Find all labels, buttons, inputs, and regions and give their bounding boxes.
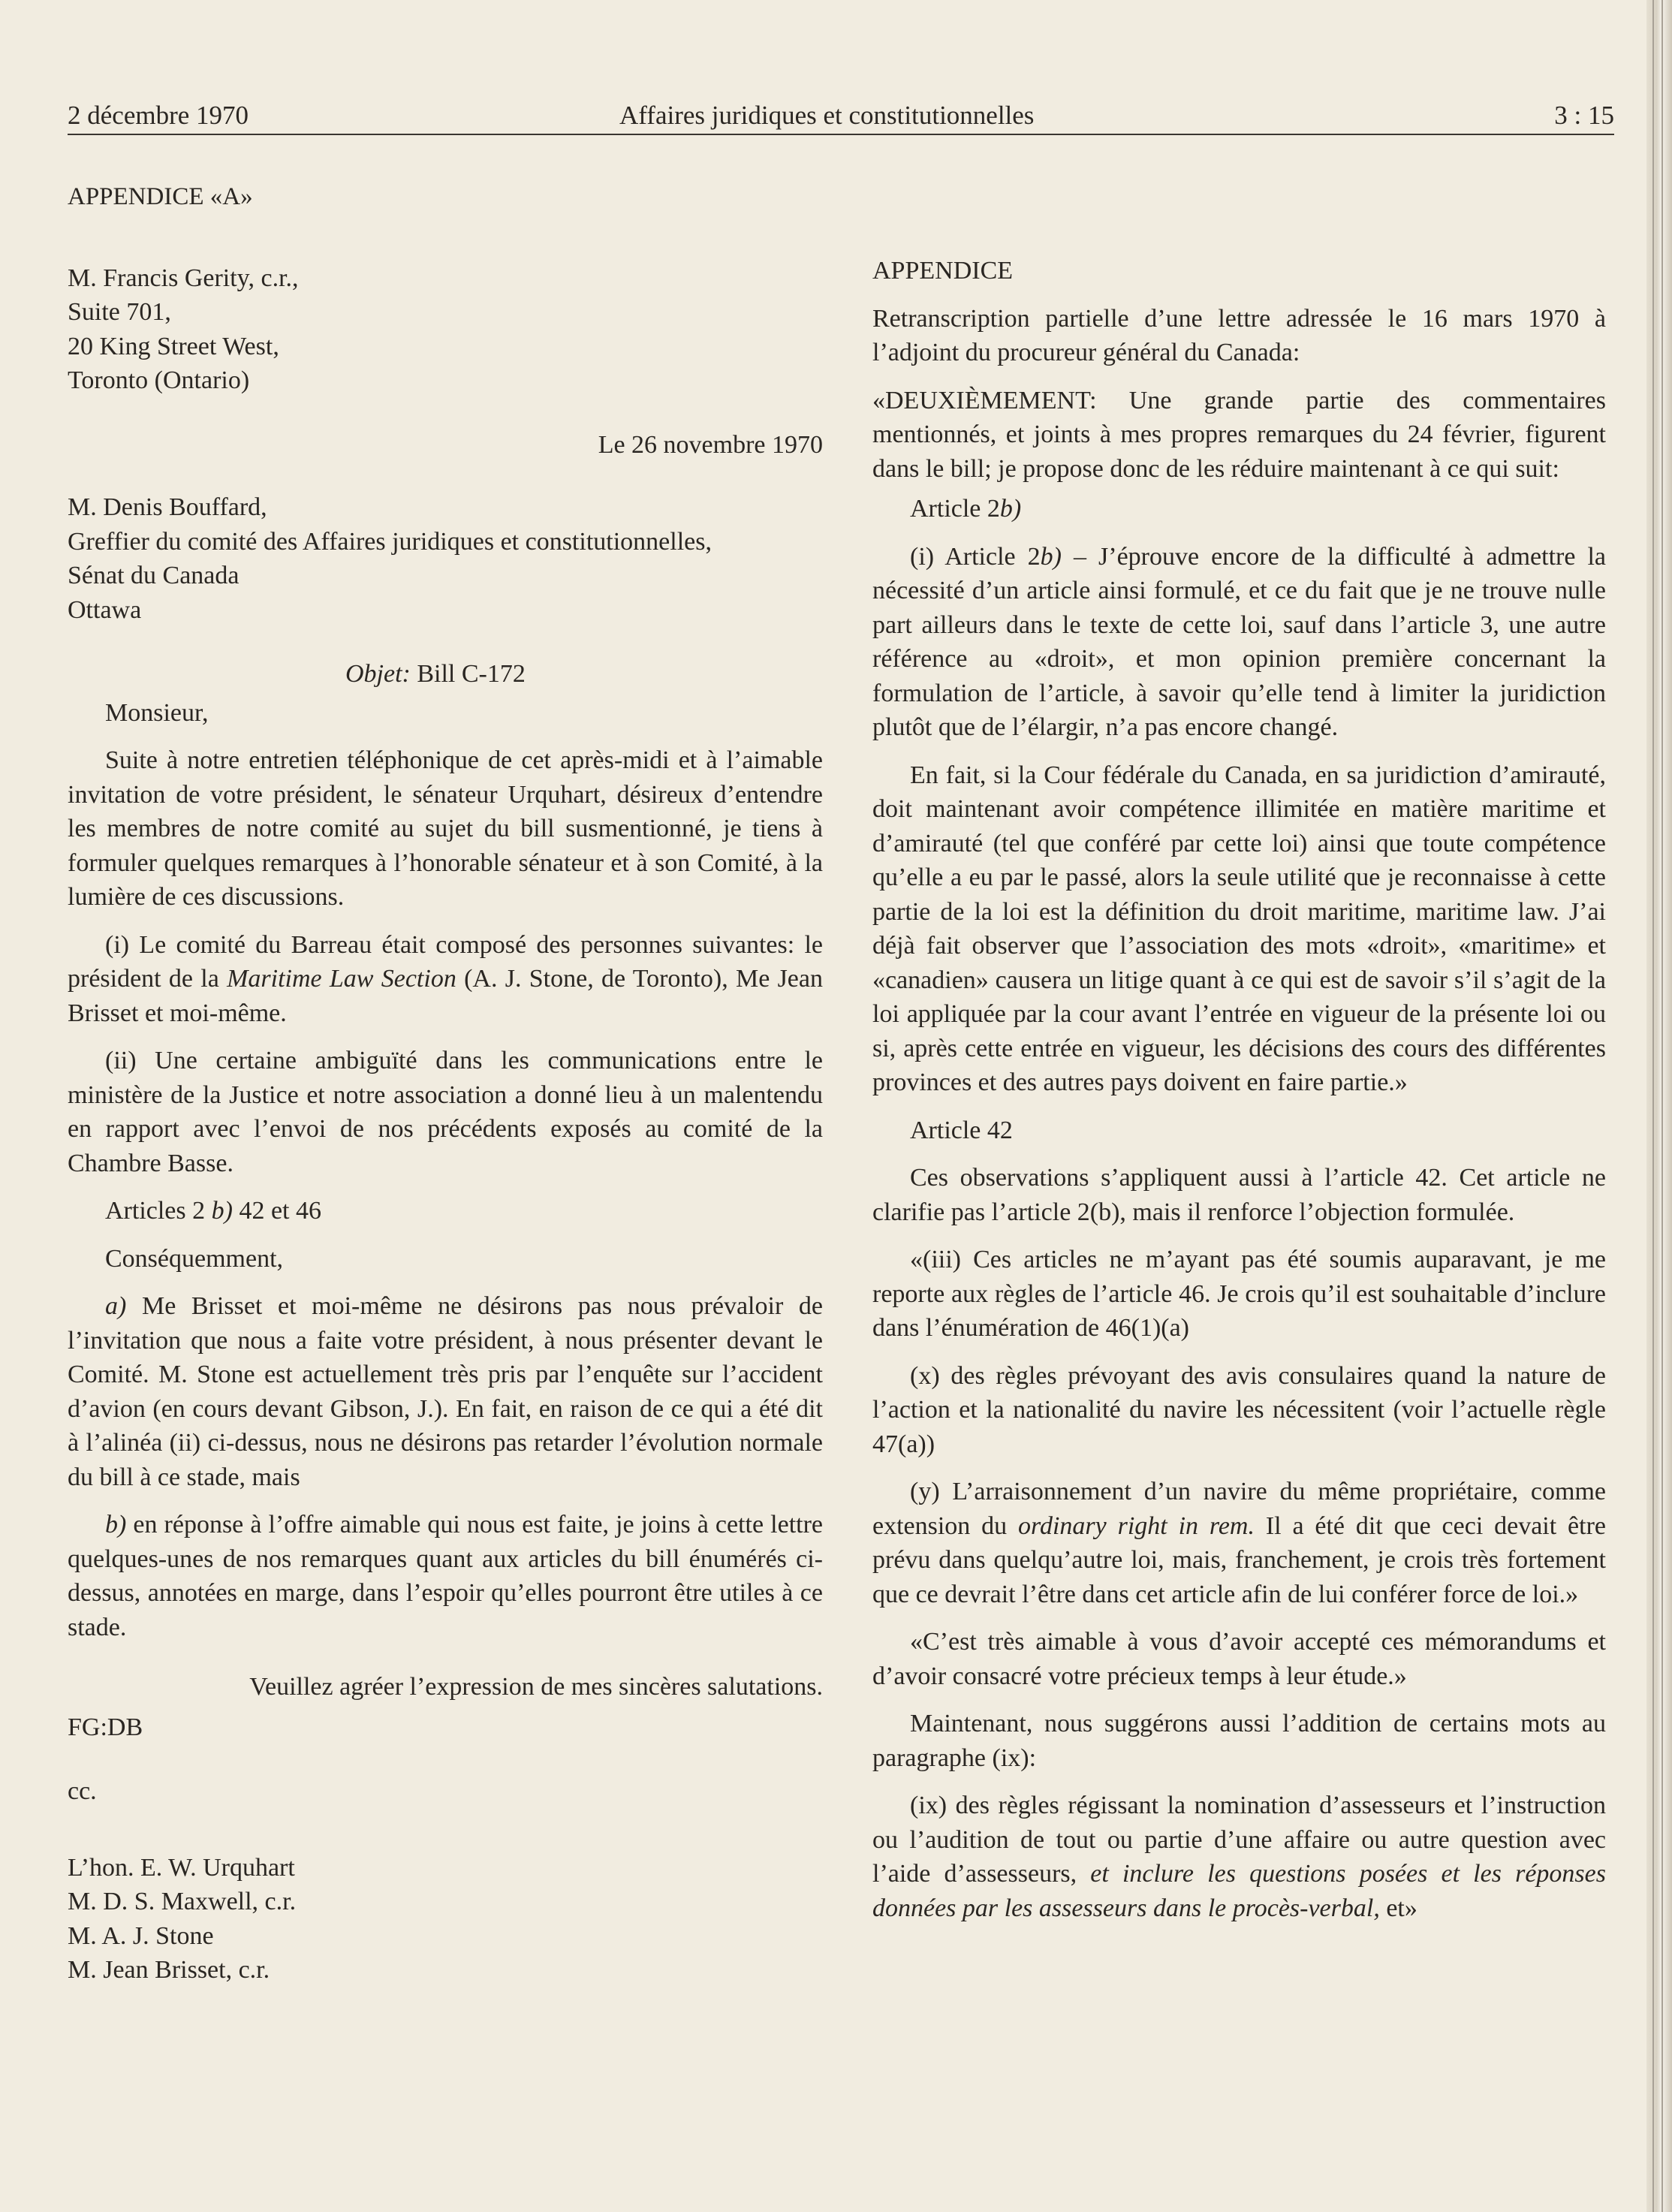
- recipient-address: [68, 490, 823, 627]
- text-run: (i) Article 2: [910, 542, 1041, 571]
- text-run: (y) L’arraisonnement d’un navire du même propriétaire, comme extension du: [872, 1478, 1606, 1540]
- italic-run: b): [1040, 542, 1062, 571]
- paragraph: [872, 1475, 1606, 1611]
- paragraph: «C’est très aimable à vous d’avoir accepté ces mémorandums et d’avoir consacré votre précieux temps à leur étude.»: [872, 1628, 1606, 1690]
- text-run: (A. J. Stone, de Toronto), Me Jean Brisset et moi-même.: [68, 965, 823, 1027]
- paragraph: «(iii) Ces articles ne m’ayant pas été soumis auparavant, je me reporte aux règles de l’article 46. Je crois qu’il est souhaitable d’inclure dans l’énumération de 46(1)(a): [872, 1246, 1606, 1342]
- articles-line: [68, 1194, 823, 1228]
- header-page-number: 3 : 15: [1554, 101, 1614, 130]
- paragraph: En fait, si la Cour fédérale du Canada, en sa juridiction d’amirauté, doit maintenant avoir compétence illimitée en matière maritime et d’amirauté (tel que conféré par cette loi) ainsi que toute compétence qu’elle a eu par le passé, alors la seule utilité que je reconnaisse à cette partie de la loi est la définition du droit maritime, maritime law. J’ai déjà fait observer que l’association des mots «droit», «maritime» et «canadien» causera un litige quant à ce qui est de savoir s’il s’agit de la loi appliquée par la cour avant l’entrée en vigueur de la présente loi ou si, après cette entrée en vigueur, les décisions des cours des différentes provinces et des autres pays doivent en faire partie.»: [872, 761, 1606, 1096]
- paragraph: [872, 1789, 1606, 1925]
- paragraph: Suite à notre entretien téléphonique de cet après-midi et à l’aimable invitation de votre président, le sénateur Urquhart, désireux d’entendre les membres de notre comité au sujet du bill susmentionné, je tiens à formuler quelques remarques à l’honorable sénateur et à son Comité, à la lumière de ces discussions.: [68, 746, 823, 911]
- italic-run: b): [999, 495, 1022, 523]
- running-header: [68, 101, 1614, 135]
- italic-run: et inclure les questions posées et les réponses données par les assesseurs dans le procès-verbal,: [872, 1860, 1606, 1922]
- paragraph: Ces observations s’appliquent aussi à l’article 42. Cet article ne clarifie pas l’article 2(b), mais il renforce l’objection formulée.: [872, 1164, 1606, 1226]
- paragraph: [68, 928, 823, 1031]
- paragraph: [68, 1508, 823, 1644]
- cc-list: [68, 1851, 823, 1987]
- cc-item: L’hon. E. W. Urquhart: [68, 1853, 295, 1882]
- subject-line: [68, 657, 823, 692]
- paragraph: Retranscription partielle d’une lettre adressée le 16 mars 1970 à l’adjoint du procureur général du Canada:: [872, 304, 1606, 366]
- text-run: 42 et 46: [232, 1197, 322, 1225]
- edge-line: [1652, 0, 1654, 2212]
- text-run: Il a été dit que ceci devait être prévu dans quelqu’autre loi, mais, franchement, je crois très fortement que ce devrait l’être dans cet article afin de lui conférer force de loi.»: [872, 1511, 1606, 1608]
- closing-line: Veuillez agréer l’expression de mes sincères salutations.: [249, 1673, 823, 1701]
- italic-run: b): [211, 1197, 233, 1225]
- article-42-heading: Article 42: [910, 1116, 1013, 1144]
- address-line: 20 King Street West,: [68, 332, 279, 360]
- text-run: et»: [1379, 1894, 1417, 1922]
- cc-item: M. A. J. Stone: [68, 1921, 214, 1950]
- cc-item: M. Jean Brisset, c.r.: [68, 1956, 270, 1984]
- header-date: 2 décembre 1970: [68, 101, 249, 130]
- text-run: Articles 2: [105, 1197, 212, 1225]
- appendix-heading: APPENDICE: [872, 257, 1014, 285]
- address-line: M. Denis Bouffard,: [68, 493, 267, 521]
- subject-label: Objet:: [345, 660, 411, 688]
- address-line: Toronto (Ontario): [68, 366, 250, 394]
- initials: FG:DB: [68, 1713, 143, 1741]
- salutation: Monsieur,: [105, 698, 209, 727]
- left-column: [68, 180, 823, 1987]
- text-run: en réponse à l’offre aimable qui nous est faite, je joins à cette lettre quelques-unes de nos remarques quant aux articles du bill énumérés ci-dessus, annotées en marge, dans l’espoir qu’elles pourront être utiles à ce stade.: [68, 1511, 823, 1641]
- address-line: Sénat du Canada: [68, 562, 240, 589]
- paragraph: «DEUXIÈMEMENT: Une grande partie des commentaires mentionnés, et joints à mes propres remarques du 24 février, figurent dans le bill; je propose donc de les réduire maintenant à ce qui suit:: [872, 386, 1606, 483]
- sender-address: [68, 261, 823, 398]
- consequently-line: Conséquemment,: [105, 1244, 284, 1273]
- cc-label: cc.: [68, 1777, 97, 1805]
- text-run: Me Brisset et moi-même ne désirons pas nous prévaloir de l’invitation que nous a faite votre président, à nous présenter devant le Comité. M. Stone est actuellement très pris par l’enquête sur l’accident d’avion (en cours devant Gibson, J.). En fait, en raison de ce qui a été dit à l’alinéa (ii) ci-dessus, nous ne désirons pas retarder l’évolution normale du bill à ce stade, mais: [68, 1292, 823, 1491]
- header-title: Affaires juridiques et constitutionnelles: [619, 101, 1035, 130]
- paragraph: Maintenant, nous suggérons aussi l’addition de certains mots au paragraphe (ix):: [872, 1710, 1606, 1772]
- edge-line: [1661, 0, 1663, 2212]
- paragraph: (ii) Une certaine ambiguïté dans les communications entre le ministère de la Justice et notre association a donné lieu à un malentendu en rapport avec l’envoi de nos précédents exposés au comité de la Chambre Basse.: [68, 1047, 823, 1177]
- letter-date: Le 26 novembre 1970: [598, 430, 823, 459]
- subject-text: Bill C-172: [410, 660, 526, 688]
- text-run: – J’éprouve encore de la difficulté à admettre la nécessité d’un article ainsi formulé, et ce du fait que je ne trouve nulle part ailleurs dans le texte de cette loi, sauf dans l’article 3, une autre référence au «droit», et mon opinion première concernant la formulation de l’article, à savoir qu’elle tend à limiter la juridiction plutôt que de l’élargir, n’a pas encore changé.: [872, 542, 1606, 741]
- italic-run: ordinary right in rem.: [1018, 1511, 1255, 1540]
- appendix-a-heading: APPENDICE «A»: [68, 183, 253, 210]
- header-rule: [68, 134, 1614, 135]
- paragraph: [68, 1289, 823, 1494]
- text-run: (i) Le comité du Barreau était composé des personnes suivantes: le président de la: [68, 930, 823, 993]
- page-edge: [1646, 0, 1672, 2212]
- paragraph: [872, 540, 1606, 745]
- cc-item: M. D. S. Maxwell, c.r.: [68, 1888, 297, 1915]
- italic-run: b): [105, 1511, 127, 1538]
- address-line: Greffier du comité des Affaires juridiques et constitutionnelles,: [68, 527, 712, 556]
- paragraph: (x) des règles prévoyant des avis consulaires quand la nature de l’action et la nationalité du navire les nécessitent (voir l’actuelle règle 47(a)): [872, 1361, 1606, 1458]
- text-run: Article 2: [910, 495, 1000, 523]
- italic-run: Maritime Law Section: [227, 965, 456, 993]
- address-line: Suite 701,: [68, 298, 171, 326]
- address-line: Ottawa: [68, 595, 142, 624]
- text-run: (ix) des règles régissant la nomination d’assesseurs et l’instruction ou l’audition de tout ou partie d’une affaire ou autre question avec l’aide d’assesseurs,: [872, 1792, 1606, 1888]
- italic-run: a): [105, 1292, 127, 1320]
- address-line: M. Francis Gerity, c.r.,: [68, 264, 299, 292]
- article-2b-heading: [872, 492, 1606, 526]
- right-column: [872, 254, 1606, 1925]
